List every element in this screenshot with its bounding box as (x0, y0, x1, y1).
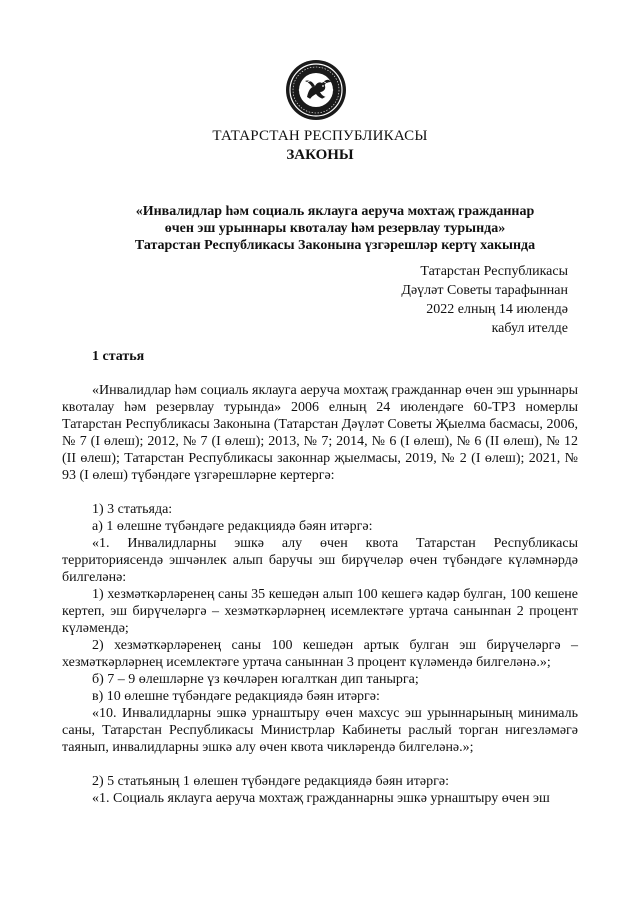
tatarstan-coat-of-arms-emblem (285, 59, 347, 121)
header-republic: ТАТАРСТАН РЕСПУБЛИКАСЫ (212, 128, 428, 144)
adoption-line-2: Дәүләт Советы тарафыннан (401, 283, 568, 298)
article-heading: 1 статья (92, 349, 145, 364)
law-title-line-2: өчен эш урыннары квоталау һәм резервлау турында» (164, 221, 506, 236)
law-title-line-3: Татарстан Республикасы Законына үзгәрешләр кертү хакында (134, 238, 536, 253)
article-body (62, 382, 578, 807)
item-1-a-text: «1. Инвалидларны эшкә алу өчен квота Татарстан Республикасы территориясендә эшчәнлек алып баручы эш бирүчеләр өчен түбәндәге күләмнәрдә билгеләнә: (62, 536, 578, 585)
adoption-line-1: Татарстан Республикасы (420, 264, 568, 279)
item-1-a-sub-1: 1) хезмәткәрләренең саны 35 кешедән алып 100 кешегә кадәр булган, 100 кешене кертеп, эш бирүчеләргә – хезмәткәрләрнең исемлектәге уртача санынnан 2 процент күләмендә; (62, 587, 578, 636)
item-1: 1) 3 статьяда: (92, 502, 173, 517)
adoption-line-3: 2022 елның 14 июлендә (426, 302, 568, 317)
item-1-a: а) 1 өлешне түбәндәге редакциядә бәян итәргә: (92, 519, 373, 534)
item-1-v: в) 10 өлешне түбәндәге редакциядә бәян итәргә: (92, 689, 380, 704)
paragraph-intro: «Инвалидлар һәм социаль яклауга аеручa мохтаҗ гражданнар өчен эш урыннары квоталау һәм резервлау турында» 2006 елның 24 июлендәге 60-ТРЗ номерлы Татарстан Республикасы Законына (Татарстан Дәүләт Советы Җыелма басмасы, 2006, № 7 (I өлеш); 2012, № 7 (I өлеш); 2013, № 7; 2014, № 6 (I өлеш), № 6 (II өлеш), № 12 (II өлеш); Татарстан Республикасы законнар җыелмасы, 2019, № 2 (I өлеш); 2021, № 93 (I өлеш) түбәндәге үзгәрешләрне кертергә: (62, 383, 578, 483)
item-1-a-sub-2: 2) хезмәткәрләренең саны 100 кешедән артык булган эш бирүчеләргә – хезмәткәрләрнең исемлектәге уртача саныннан 3 процент күләмендә билгеләнә.»; (62, 638, 578, 670)
item-1-v-text: «10. Инвалидларны эшкә урнаштыру өчен махсус эш урыннарының минималь саны, Татарстан Республикасы Министрлар Кабинеты раслый торган нигезләмәгә таянып, инвалидларны эшкә алу өчен квота чикләрендә билгеләнә.»; (62, 706, 578, 755)
header-law: ЗАКОНЫ (286, 147, 354, 163)
item-2: 2) 5 статьяның 1 өлешен түбәндәге редакциядә бәян итәргә: (92, 774, 449, 789)
law-title (105, 203, 565, 254)
adoption-note (401, 262, 568, 338)
item-1-b: б) 7 – 9 өлешләрне үз көчләрен югалткан дип танырга; (92, 672, 419, 687)
adoption-line-4: кабул ителде (491, 321, 568, 336)
law-title-line-1: «Инвалидлар һәм социаль яклауга аеручa мохтаҗ гражданнар (135, 204, 535, 219)
item-2-text: «1. Социаль яклауга аеручa мохтаҗ гражданнарны эшкә урнаштыру өчен эш (92, 791, 550, 806)
